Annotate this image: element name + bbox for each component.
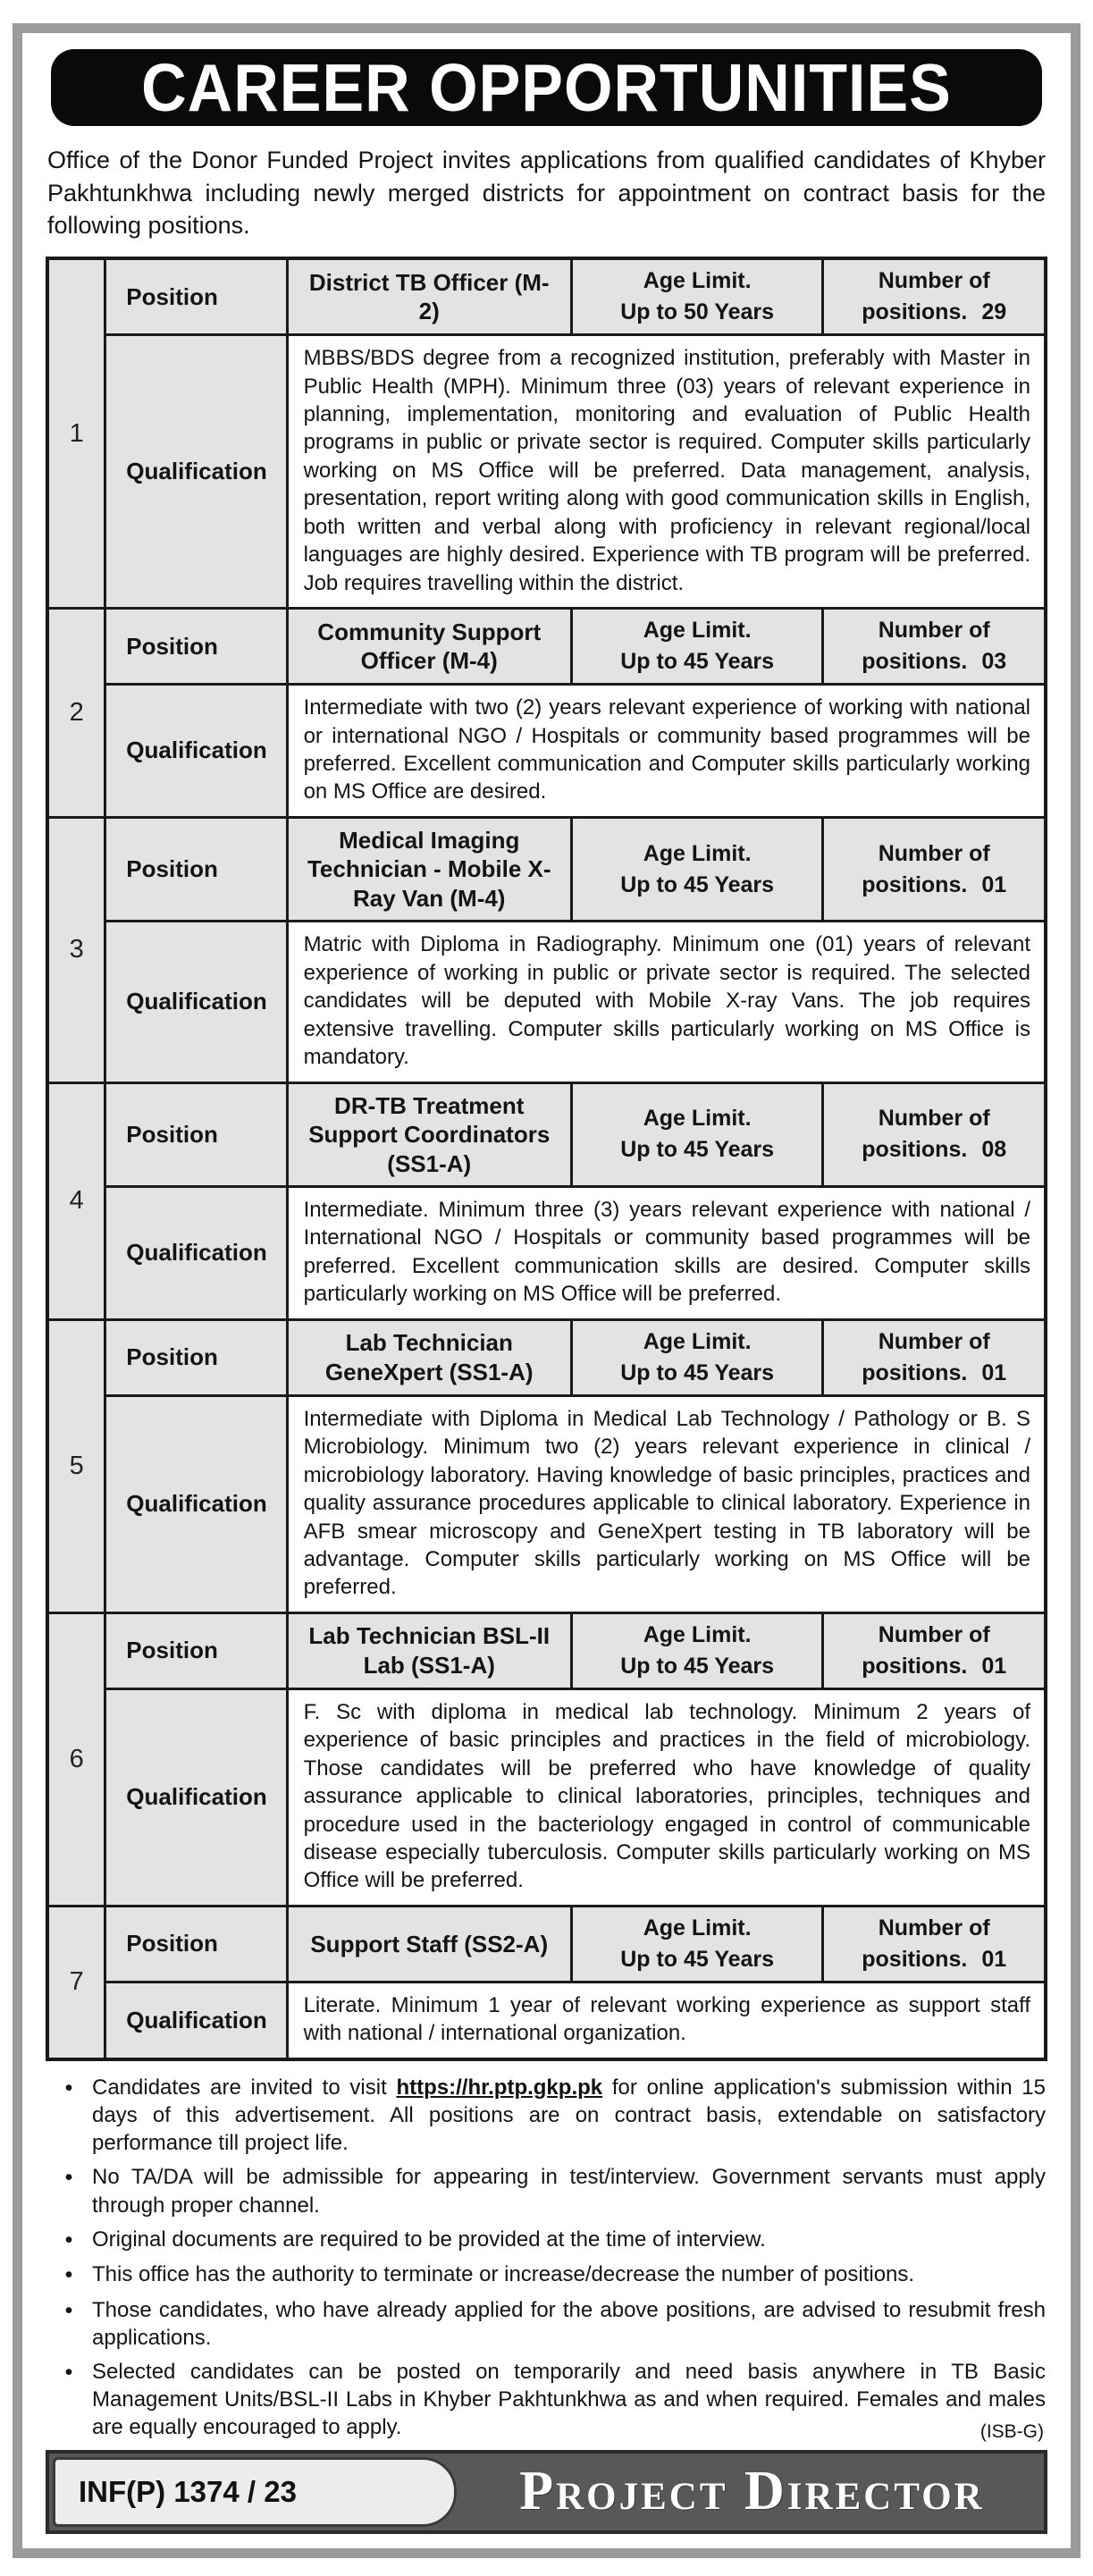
title-bar (51, 49, 1042, 126)
list-item (46, 2163, 1047, 2218)
age-limit-cell (571, 817, 822, 922)
number-of-label: Number of (878, 840, 990, 866)
age-limit-cell (571, 1612, 822, 1688)
age-limit-value: Up to 45 Years (620, 1946, 775, 1972)
bullet-icon: • (64, 2227, 73, 2252)
position-title: Community Support Officer (M-4) (287, 609, 571, 685)
positions-word: positions. (862, 649, 968, 675)
position-title: Lab Technician BSL-II Lab (SS1-A) (287, 1612, 571, 1688)
qualification-label: Qualification (105, 1982, 287, 2058)
age-limit-label: Age Limit. (643, 1915, 752, 1940)
table-row (47, 1395, 1046, 1612)
application-url-link[interactable]: https://hr.ptp.gkp.pk (396, 2075, 603, 2100)
table-row (47, 609, 1046, 685)
table-row (47, 1082, 1046, 1187)
bullet-icon: • (64, 2360, 73, 2386)
advertisement-page (0, 23, 1093, 2558)
position-label: Position (105, 1612, 287, 1688)
positions-word: positions. (862, 1946, 968, 1972)
table-row (47, 258, 1046, 335)
qualification-text: F. Sc with diploma in medical lab technology. Minimum 2 years of experience of basic principles and practices in the field of microbiology. Those candidates will be preferred who have knowledge of quality assurance applicable to clinical laboratories, principles, techniques and procedure used in the bacteriology engaged in control of communicable disease especially tuberculosis. Computer skills particularly working on MS Office will be preferred. (287, 1688, 1046, 1906)
table-row (47, 817, 1046, 922)
age-limit-value: Up to 50 Years (620, 299, 775, 325)
number-of-label: Number of (878, 618, 990, 644)
list-item (46, 2226, 1047, 2255)
age-limit-label: Age Limit. (643, 268, 752, 294)
age-limit-cell (571, 1906, 822, 1982)
qualification-label: Qualification (105, 685, 287, 818)
qualification-text: Intermediate with two (2) years relevant experience of working with national or international NGO / Hospitals or community based programmes will be preferred. Excellent communication and Computer skills particularly working on MS Office are desired. (287, 685, 1046, 818)
serial-number: 6 (47, 1612, 105, 1906)
positions-count: 01 (981, 1653, 1007, 1679)
serial-number: 1 (47, 258, 105, 608)
note-text: Selected candidates can be posted on temporarily and need basis anywhere in TB Basic Management Units/BSL-II Labs in Khyber Pakhtunkhwa as and when required. Females and males are equally encouraged to apply. (92, 2360, 1046, 2440)
age-limit-value: Up to 45 Years (620, 1653, 775, 1679)
positions-word: positions. (862, 871, 968, 897)
positions-count: 01 (981, 871, 1007, 897)
age-limit-label: Age Limit. (643, 1328, 752, 1354)
positions-count: 03 (981, 649, 1007, 675)
table-row (47, 335, 1046, 609)
list-item (46, 2296, 1047, 2352)
position-label: Position (105, 1319, 287, 1395)
intro-paragraph: Office of the Donor Funded Project invites applications from qualified candidates of Khyber Pakhtunkhwa including newly merged districts for appointment on contract basis for the following positions. (47, 147, 1046, 240)
qualification-text: Intermediate. Minimum three (3) years relevant experience with national / International NGO / Hospitals or community based programmes will be preferred. Excellent communication skills are desired. Computer skills particularly working on MS Office will be preferred. (287, 1187, 1046, 1320)
number-of-label: Number of (878, 1915, 990, 1940)
age-limit-label: Age Limit. (643, 1106, 752, 1132)
positions-count-cell (823, 1082, 1046, 1187)
qualification-text: Matric with Diploma in Radiography. Minimum one (01) years of relevant experience of working in public or private sector is required. The selected candidates will be deputed with Mobile X-ray Vans. The job requires extensive travelling. Computer skills particularly working on MS Office is mandatory. (287, 922, 1046, 1082)
note-text-pre: Candidates are invited to visit (92, 2075, 397, 2100)
table-row (47, 685, 1046, 818)
bullet-icon: • (64, 2075, 73, 2100)
list-item (46, 2358, 1047, 2442)
position-title: Lab Technician GeneXpert (SS1-A) (287, 1319, 571, 1395)
positions-count: 01 (981, 1360, 1007, 1385)
serial-number: 7 (47, 1906, 105, 2058)
positions-word: positions. (862, 299, 968, 325)
notes-list (46, 2074, 1047, 2442)
qualification-label: Qualification (105, 1688, 287, 1906)
note-text: Those candidates, who have already applied for the above positions, are advised to resubmit fresh applications. (92, 2297, 1046, 2350)
positions-count: 01 (981, 1946, 1007, 1972)
qualification-label: Qualification (105, 335, 287, 609)
positions-count-cell (823, 1612, 1046, 1688)
position-label: Position (105, 1082, 287, 1187)
age-limit-cell (571, 609, 822, 685)
age-limit-cell (571, 258, 822, 335)
positions-count-cell (823, 1319, 1046, 1395)
age-limit-value: Up to 45 Years (620, 1360, 775, 1385)
qualification-label: Qualification (105, 922, 287, 1082)
table-row (47, 1612, 1046, 1688)
serial-number: 4 (47, 1082, 105, 1319)
positions-count-cell (823, 1906, 1046, 1982)
page-title: CAREER OPPORTUNITIES (141, 49, 952, 126)
number-of-label: Number of (878, 1328, 990, 1354)
serial-number: 2 (47, 609, 105, 818)
positions-word: positions. (862, 1653, 968, 1679)
age-limit-cell (571, 1082, 822, 1187)
positions-count: 29 (981, 299, 1007, 325)
age-limit-cell (571, 1319, 822, 1395)
age-limit-value: Up to 45 Years (620, 871, 775, 897)
qualification-text: Intermediate with Diploma in Medical Lab Technology / Pathology or B. S Microbiology. Minimum two (2) years relevant experience in clinical / microbiology laboratory. Having knowledge of basic principles, practices and quality assurance procedures applicable to clinical laboratory. Experience in AFB smear microscopy and GeneXpert testing in TB laboratory will be advantage. Computer skills particularly working on MS Office will be preferred. (287, 1395, 1046, 1612)
number-of-label: Number of (878, 268, 990, 294)
project-director-label: Project Director (519, 2461, 985, 2522)
qualification-text: MBBS/BDS degree from a recognized institution, preferably with Master in Public Health (MPH). Minimum three (03) years of relevant experience in planning, implementation, monitoring and evaluation of Public Health programs in public or private sector is required. Computer skills particularly working on MS Office will be preferred. Data management, analysis, presentation, report writing along with good communication skills in English, both written and verbal along with proficiency in relevant regional/local languages are highly desired. Experience with TB program will be preferred. Job requires travelling within the district. (287, 335, 1046, 609)
footer-bar (46, 2450, 1047, 2534)
list-item (46, 2074, 1047, 2158)
serial-number: 5 (47, 1319, 105, 1612)
position-label: Position (105, 817, 287, 922)
bullet-icon: • (64, 2262, 73, 2288)
age-limit-value: Up to 45 Years (620, 649, 775, 675)
table-row (47, 1688, 1046, 1906)
serial-number: 3 (47, 817, 105, 1082)
table-row (47, 1319, 1046, 1395)
position-title: DR-TB Treatment Support Coordinators (SS1-A) (287, 1082, 571, 1187)
position-label: Position (105, 258, 287, 335)
note-text: This office has the authority to terminate or increase/decrease the number of positions. (92, 2262, 915, 2287)
qualification-text: Literate. Minimum 1 year of relevant working experience as support staff with national / international organization. (287, 1982, 1046, 2058)
positions-count-cell (823, 817, 1046, 922)
age-limit-value: Up to 45 Years (620, 1137, 775, 1163)
list-item (46, 2260, 1047, 2290)
number-of-label: Number of (878, 1106, 990, 1132)
note-text: Original documents are required to be provided at the time of interview. (92, 2227, 766, 2252)
position-title: District TB Officer (M-2) (287, 258, 571, 335)
table-row (47, 1906, 1046, 1982)
bullet-icon: • (64, 2297, 73, 2323)
note-text-post: for online application's submission within 15 days of this advertisement. All positions are on contract basis, extendable on satisfactory performance till project life. (92, 2075, 1046, 2156)
table-row (47, 922, 1046, 1082)
positions-table (46, 257, 1047, 2061)
position-title: Support Staff (SS2-A) (287, 1906, 571, 1982)
note-text (92, 2074, 1047, 2158)
position-label: Position (105, 609, 287, 685)
positions-count-cell (823, 258, 1046, 335)
position-title: Medical Imaging Technician - Mobile X-Ray Van (M-4) (287, 817, 571, 922)
qualification-label: Qualification (105, 1187, 287, 1320)
positions-count: 08 (981, 1137, 1007, 1163)
number-of-label: Number of (878, 1621, 990, 1647)
table-row (47, 1187, 1046, 1320)
positions-count-cell (823, 609, 1046, 685)
qualification-label: Qualification (105, 1395, 287, 1612)
age-limit-label: Age Limit. (643, 618, 752, 644)
inf-number-box: INF(P) 1374 / 23 (53, 2457, 457, 2527)
positions-word: positions. (862, 1360, 968, 1385)
table-row (47, 1982, 1046, 2058)
age-limit-label: Age Limit. (643, 1621, 752, 1647)
position-label: Position (105, 1906, 287, 1982)
bullet-icon: • (64, 2165, 73, 2191)
positions-word: positions. (862, 1137, 968, 1163)
ad-frame (13, 23, 1080, 2558)
age-limit-label: Age Limit. (643, 840, 752, 866)
note-text: No TA/DA will be admissible for appearing in test/interview. Government servants must apply through proper channel. (92, 2165, 1046, 2218)
isb-code: (ISB-G) (979, 2420, 1044, 2442)
